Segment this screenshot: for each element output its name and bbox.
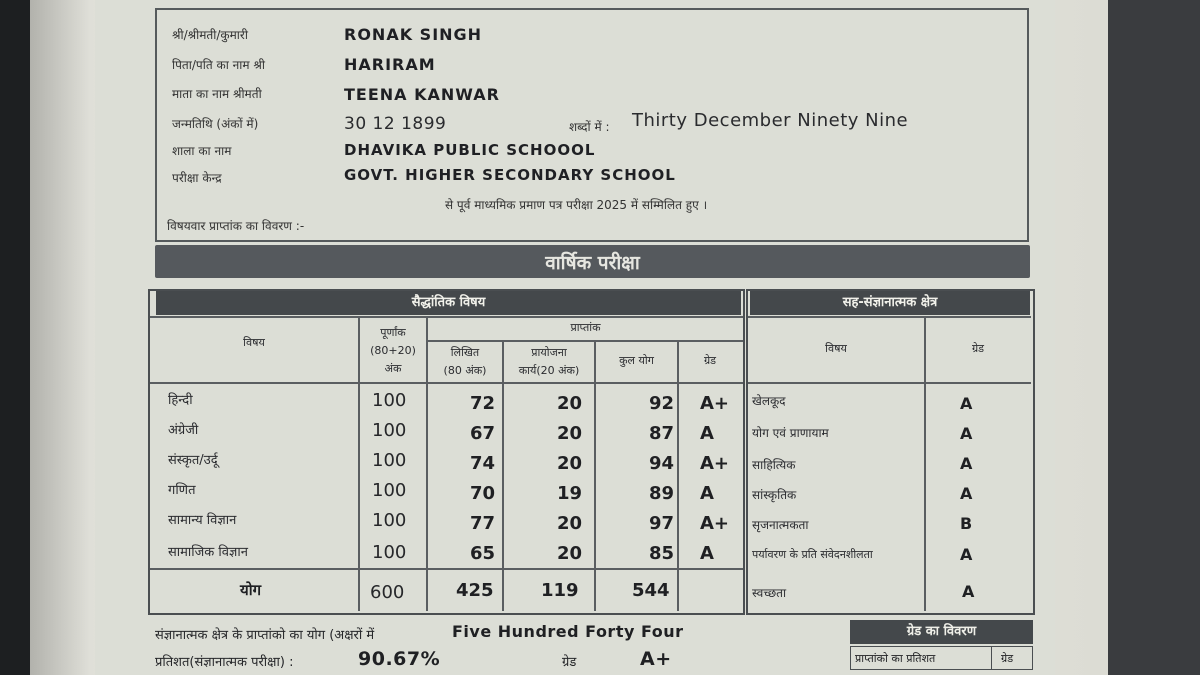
table-row-max: 100 xyxy=(372,390,407,411)
background-left xyxy=(0,0,30,675)
activity-name: पर्यावरण के प्रति संवेदनशीलता xyxy=(752,548,873,561)
dob-label: जन्मतिथि (अंकों में) xyxy=(172,117,259,131)
grid-line xyxy=(502,340,504,611)
mother-label: माता का नाम श्रीमती xyxy=(172,87,262,101)
grid-line xyxy=(150,568,743,570)
table-row-total: 87 xyxy=(649,423,675,444)
mother-name: TEENA KANWAR xyxy=(344,85,500,104)
activity-name: सृजनात्मकता xyxy=(752,518,809,532)
table-row-project: 19 xyxy=(557,483,583,504)
grid-line xyxy=(677,340,679,611)
col-max-header-2: (80+20) xyxy=(370,344,416,357)
col-written-header-1: लिखित xyxy=(450,346,480,359)
col-max-header-3: अंक xyxy=(384,362,402,375)
student-info-box xyxy=(155,8,1029,242)
activity-name: योग एवं प्राणायाम xyxy=(752,426,829,440)
activity-grade: A xyxy=(960,545,973,564)
table-row-subject: संस्कृत/उर्दू xyxy=(168,453,218,468)
grid-line xyxy=(358,316,360,611)
grid-line xyxy=(426,316,428,611)
grid-line xyxy=(594,340,596,611)
percent-label: प्रतिशत(संज्ञानात्मक परीक्षा) : xyxy=(155,655,294,670)
co-col-subject-header: विषय xyxy=(825,342,847,355)
table-row-project: 20 xyxy=(557,513,583,534)
table-row-grade: A+ xyxy=(700,393,730,414)
appeared-text: से पूर्व माध्यमिक प्रमाण पत्र परीक्षा 2025 में सम्मिलित हुए । xyxy=(445,198,708,212)
activity-grade: A xyxy=(960,394,973,413)
activity-name: साहित्यिक xyxy=(752,458,796,472)
col-project-header-2: कार्य(20 अंक) xyxy=(518,364,580,377)
grid-line xyxy=(150,316,743,318)
grid-line xyxy=(924,316,926,611)
table-row-total: 97 xyxy=(649,513,675,534)
background-right xyxy=(1108,0,1200,675)
col-project-header-1: प्रायोजना xyxy=(531,346,567,359)
table-row-project: 20 xyxy=(557,423,583,444)
activity-grade: A xyxy=(960,454,973,473)
table-row-subject: सामान्य विज्ञान xyxy=(168,513,237,528)
grade-key-header xyxy=(850,646,1033,670)
table-row-written: 74 xyxy=(470,453,496,474)
dob-words-label: शब्दों में : xyxy=(569,120,610,134)
final-grade: A+ xyxy=(640,648,672,670)
col-grade-header: ग्रेड xyxy=(703,354,717,367)
activity-grade: A xyxy=(960,424,973,443)
table-row-written: 77 xyxy=(470,513,496,534)
activity-name: खेलकूद xyxy=(752,394,786,408)
table-row-total: 89 xyxy=(649,483,675,504)
grade-key-col-grade: ग्रेड xyxy=(1001,652,1014,665)
table-row-subject: अंग्रेजी xyxy=(168,423,199,438)
table-row-grade: A xyxy=(700,483,714,504)
total-total: 544 xyxy=(632,580,670,601)
col-subject-header: विषय xyxy=(243,336,265,349)
sum-words-label: संज्ञानात्मक क्षेत्र के प्राप्तांको का योग (अक्षरों में xyxy=(155,628,375,643)
col-total-header: कुल योग xyxy=(619,354,654,367)
paper-shadow xyxy=(30,0,90,675)
grade-key-title: ग्रेड का विवरण xyxy=(850,620,1033,644)
dob-value: 30 12 1899 xyxy=(344,114,447,134)
table-row-grade: A+ xyxy=(700,453,730,474)
dob-words: Thirty December Ninety Nine xyxy=(632,110,909,131)
table-row-max: 100 xyxy=(372,542,407,563)
exam-centre: GOVT. HIGHER SECONDARY SCHOOL xyxy=(344,166,676,184)
grade-key xyxy=(850,620,1033,675)
table-row-total: 85 xyxy=(649,543,675,564)
school-name: DHAVIKA PUBLIC SCHOOOL xyxy=(344,141,596,159)
table-row-subject: हिन्दी xyxy=(168,393,193,408)
school-label: शाला का नाम xyxy=(172,144,232,158)
student-name: RONAK SINGH xyxy=(344,25,483,44)
grade-label: ग्रेड xyxy=(562,655,577,670)
annual-exam-banner xyxy=(155,245,1030,278)
col-max-header-1: पूर्णांक xyxy=(380,326,406,339)
table-row-project: 20 xyxy=(557,453,583,474)
table-row-grade: A xyxy=(700,423,714,444)
activity-grade: A xyxy=(962,582,975,601)
total-written: 425 xyxy=(456,580,494,601)
total-label: योग xyxy=(240,581,262,599)
table-row-max: 100 xyxy=(372,450,407,471)
grid-line xyxy=(428,340,743,342)
father-label: पिता/पति का नाम श्री xyxy=(172,58,265,72)
col-written-header-2: (80 अंक) xyxy=(443,364,487,377)
grade-key-col-percent: प्राप्तांको का प्रतिशत xyxy=(855,652,936,665)
name-label: श्री/श्रीमती/कुमारी xyxy=(172,28,248,42)
table-row-total: 92 xyxy=(649,393,675,414)
banner-title: वार्षिक परीक्षा xyxy=(545,252,640,274)
activity-name: सांस्कृतिक xyxy=(752,488,797,502)
table-row-max: 100 xyxy=(372,420,407,441)
table-row-max: 100 xyxy=(372,480,407,501)
grid-line xyxy=(991,647,992,669)
activity-grade: A xyxy=(960,484,973,503)
table-row-written: 72 xyxy=(470,393,496,414)
percent-value: 90.67% xyxy=(358,648,441,670)
table-row-project: 20 xyxy=(557,393,583,414)
subjectwise-label: विषयवार प्राप्तांक का विवरण :- xyxy=(167,219,305,233)
centre-label: परीक्षा केन्द्र xyxy=(172,171,222,185)
activity-grade: B xyxy=(960,514,973,533)
table-row-written: 65 xyxy=(470,543,496,564)
table-row-project: 20 xyxy=(557,543,583,564)
grid-line xyxy=(748,316,1031,318)
table-row-grade: A xyxy=(700,543,714,564)
total-project: 119 xyxy=(541,580,579,601)
col-obtained-header: प्राप्तांक xyxy=(570,321,601,334)
table-row-max: 100 xyxy=(372,510,407,531)
grid-line xyxy=(748,382,1031,384)
sum-words: Five Hundred Forty Four xyxy=(452,622,684,641)
coscholastic-header: सह-संज्ञानात्मक क्षेत्र xyxy=(750,291,1030,315)
table-row-written: 70 xyxy=(470,483,496,504)
table-row-grade: A+ xyxy=(700,513,730,534)
father-name: HARIRAM xyxy=(344,55,436,74)
table-row-subject: गणित xyxy=(168,483,196,498)
table-row-total: 94 xyxy=(649,453,675,474)
table-row-subject: सामाजिक विज्ञान xyxy=(168,545,248,560)
co-col-grade-header: ग्रेड xyxy=(971,342,985,355)
total-max: 600 xyxy=(370,582,405,603)
grid-line xyxy=(150,382,743,384)
table-row-written: 67 xyxy=(470,423,496,444)
theory-header: सैद्धांतिक विषय xyxy=(156,291,741,315)
activity-name: स्वच्छता xyxy=(752,586,787,600)
coscholastic-table xyxy=(746,289,1035,615)
